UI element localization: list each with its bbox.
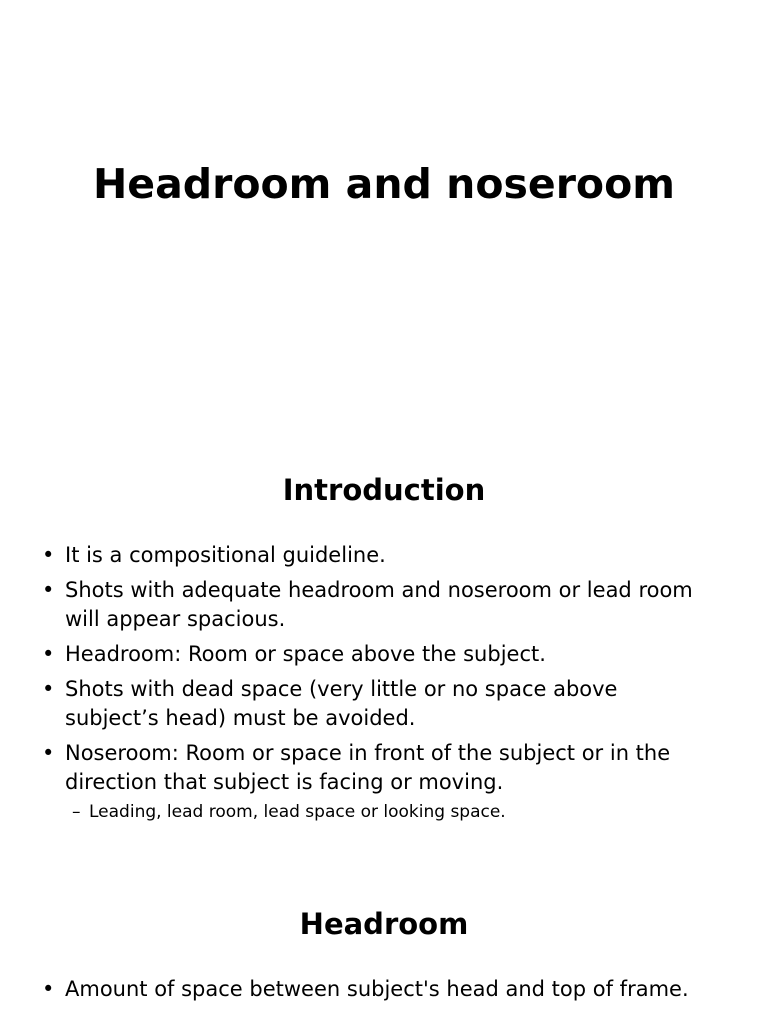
list-item: • Amount of space between subject's head and top of frame. — [0, 975, 715, 1004]
list-item: • It is a compositional guideline. — [0, 541, 715, 570]
section-heading-introduction: Introduction — [282, 473, 486, 507]
section-heading-headroom: Headroom — [299, 907, 469, 941]
introduction-bullet-list — [0, 541, 729, 824]
headroom-bullet-list — [0, 975, 715, 1010]
list-item: • Shots with dead space (very little or no space above subject’s head) must be avoided. — [0, 675, 715, 733]
list-item: • Shots with adequate headroom and noseroom or lead room will appear spacious. — [0, 576, 715, 634]
list-item: • Headroom: Room or space above the subject. — [0, 640, 715, 669]
list-item: • Noseroom: Room or space in front of the subject or in the direction that subject is facing or moving. — [0, 739, 715, 797]
sub-list-item: – Leading, lead room, lead space or looking space. — [0, 800, 729, 824]
page-title: Headroom and noseroom — [92, 160, 675, 208]
